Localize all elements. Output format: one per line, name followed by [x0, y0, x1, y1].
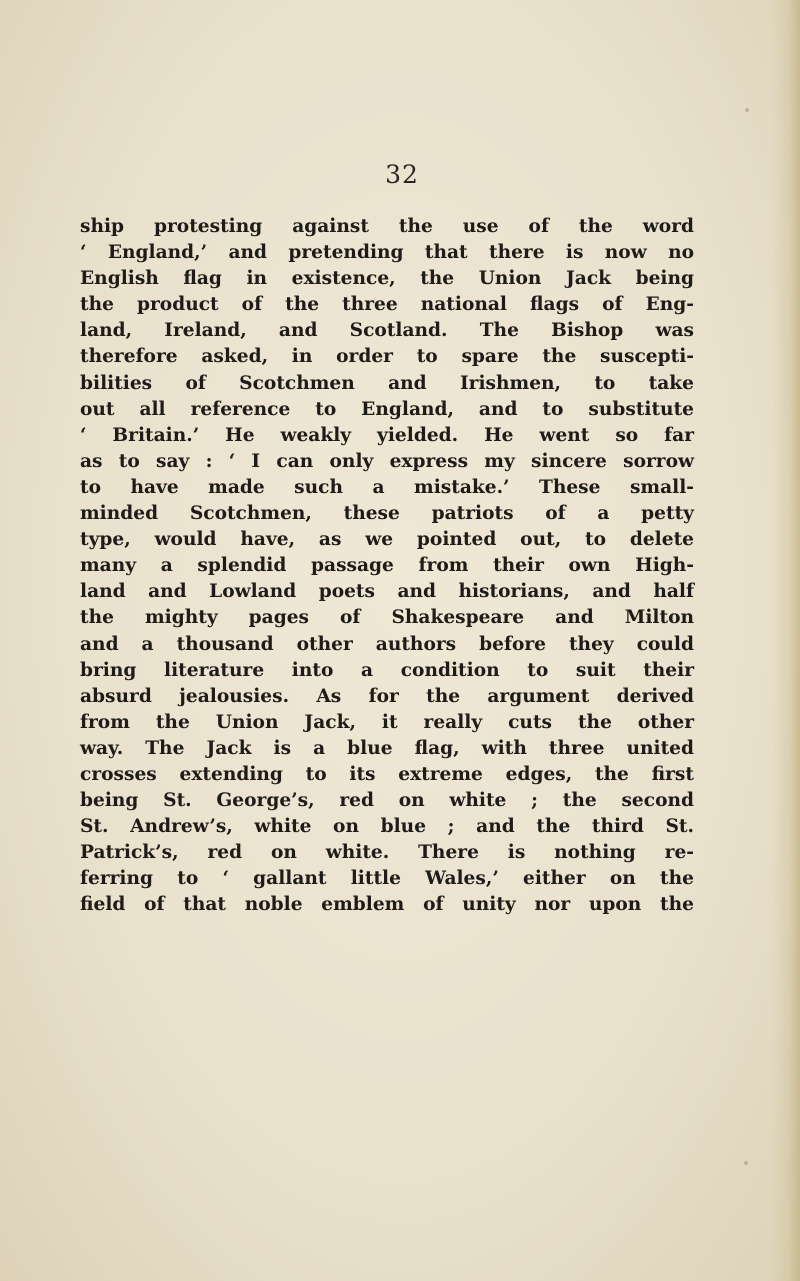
text-line: as to say : ‘ I can only express my sincere sorrow	[80, 450, 694, 472]
text-line: the product of the three national flags of Eng-	[80, 294, 694, 316]
text-line: ferring to ‘ gallant little Wales,’ either on the	[80, 868, 694, 890]
text-line: type, would have, as we pointed out, to delete	[80, 529, 694, 551]
text-line: from the Union Jack, it really cuts the other	[80, 711, 694, 733]
text-line: crosses extending to its extreme edges, the first	[80, 763, 694, 785]
text-line: St. Andrew’s, white on blue ; and the third St.	[80, 816, 694, 838]
text-line: Patrick’s, red on white. There is nothing re-	[80, 842, 694, 864]
text-line: bring literature into a condition to suit their	[80, 659, 694, 681]
text-line: ‘ England,’ and pretending that there is now no	[80, 242, 694, 264]
text-line: the mighty pages of Shakespeare and Milton	[80, 607, 694, 629]
text-line: many a splendid passage from their own High-	[80, 555, 694, 577]
text-line: to have made such a mistake.’ These small-	[80, 476, 694, 498]
text-line: bilities of Scotchmen and Irishmen, to take	[80, 372, 694, 394]
text-line: land and Lowland poets and historians, and half	[80, 581, 694, 603]
text-line: field of that noble emblem of unity nor upon the	[80, 894, 694, 916]
paper-speck	[745, 108, 749, 112]
text-line: absurd jealousies. As for the argument derived	[80, 685, 694, 707]
text-line: ‘ Britain.’ He weakly yielded. He went so far	[80, 424, 694, 446]
text-line: out all reference to England, and to substitute	[80, 398, 694, 420]
paper-speck	[744, 1161, 748, 1165]
text-line: and a thousand other authors before they could	[80, 633, 694, 655]
text-line: way. The Jack is a blue flag, with three united	[80, 737, 694, 759]
text-line: ship protesting against the use of the word	[80, 216, 694, 237]
text-line: being St. George’s, red on white ; the second	[80, 790, 694, 812]
text-line: minded Scotchmen, these patriots of a petty	[80, 503, 694, 525]
text-line: land, Ireland, and Scotland. The Bishop was	[80, 320, 694, 342]
page-edge-shading	[772, 0, 800, 1281]
text-line: therefore asked, in order to spare the suscepti-	[80, 346, 694, 368]
text-line: English flag in existence, the Union Jack being	[80, 268, 694, 290]
body-text	[80, 214, 694, 919]
page-number: 32	[385, 160, 419, 189]
